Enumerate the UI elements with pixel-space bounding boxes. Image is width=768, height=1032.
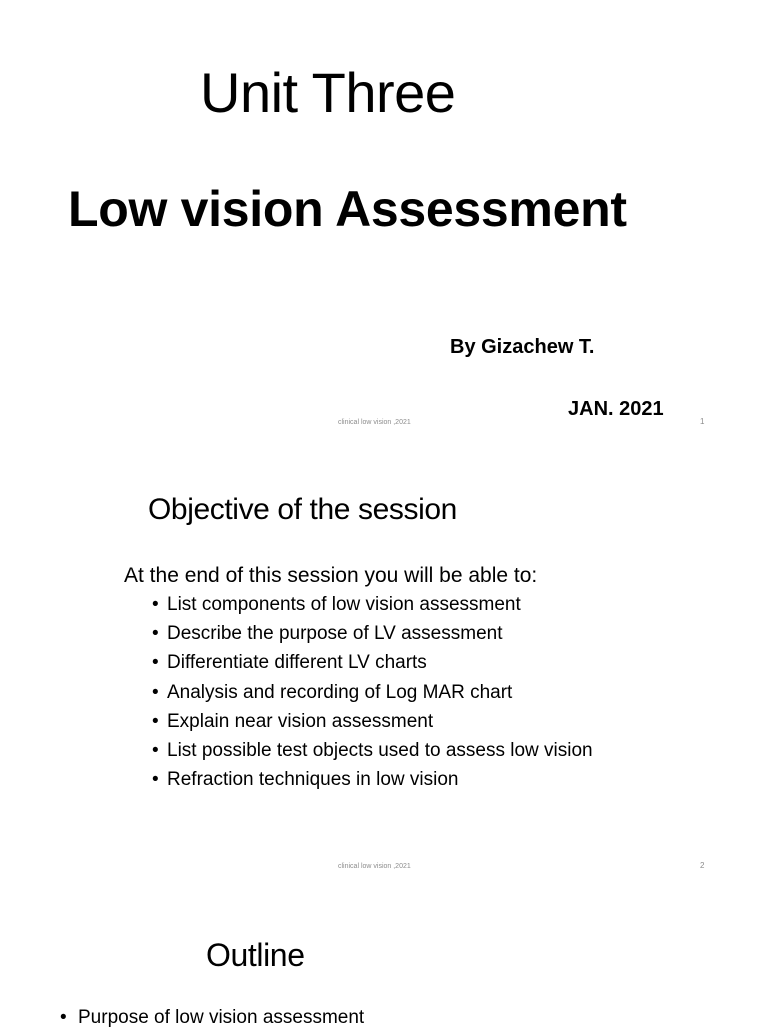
list-item-text: List possible test objects used to assess low vision xyxy=(167,740,593,762)
bullet-icon: • xyxy=(152,594,159,615)
slide-2 xyxy=(0,440,768,880)
bullet-icon: • xyxy=(152,769,159,791)
outline-list xyxy=(60,1004,364,1032)
list-item-text: Differentiate different LV charts xyxy=(167,652,427,674)
list-item xyxy=(152,648,593,677)
list-item-text: Refraction techniques in low vision xyxy=(167,769,459,791)
slide-1 xyxy=(0,0,768,440)
list-item xyxy=(152,590,593,619)
list-item-text: Describe the purpose of LV assessment xyxy=(167,623,503,645)
bullet-icon: • xyxy=(60,1007,67,1028)
bullet-icon: • xyxy=(152,710,159,732)
list-item xyxy=(152,765,593,794)
page-number: 1 xyxy=(700,417,705,426)
objectives-intro: At the end of this session you will be able to: xyxy=(124,564,538,587)
list-item xyxy=(152,619,593,648)
objectives-list xyxy=(152,590,593,794)
presentation-date: JAN. 2021 xyxy=(568,398,664,420)
bullet-icon: • xyxy=(152,652,159,674)
slide-footer: clinical low vision ,2021 xyxy=(338,863,411,870)
author-name: By Gizachew T. xyxy=(450,336,595,358)
list-item xyxy=(152,678,593,707)
list-item-text: Analysis and recording of Log MAR chart xyxy=(167,681,513,703)
list-item xyxy=(60,1004,364,1032)
slide-heading: Outline xyxy=(206,937,305,973)
list-item-text: List components of low vision assessment xyxy=(167,594,521,615)
list-item xyxy=(152,736,593,765)
slide-subtitle: Low vision Assessment xyxy=(68,181,627,237)
bullet-icon: • xyxy=(152,623,159,645)
list-item xyxy=(152,707,593,736)
slide-footer: clinical low vision ,2021 xyxy=(338,419,411,426)
bullet-icon: • xyxy=(152,740,159,762)
list-item-text: Purpose of low vision assessment xyxy=(78,1007,365,1028)
page-number: 2 xyxy=(700,861,705,870)
bullet-icon: • xyxy=(152,681,159,703)
list-item-text: Explain near vision assessment xyxy=(167,710,434,732)
slide-3 xyxy=(0,880,768,1028)
slide-heading: Objective of the session xyxy=(148,493,457,526)
slide-title: Unit Three xyxy=(200,61,456,124)
